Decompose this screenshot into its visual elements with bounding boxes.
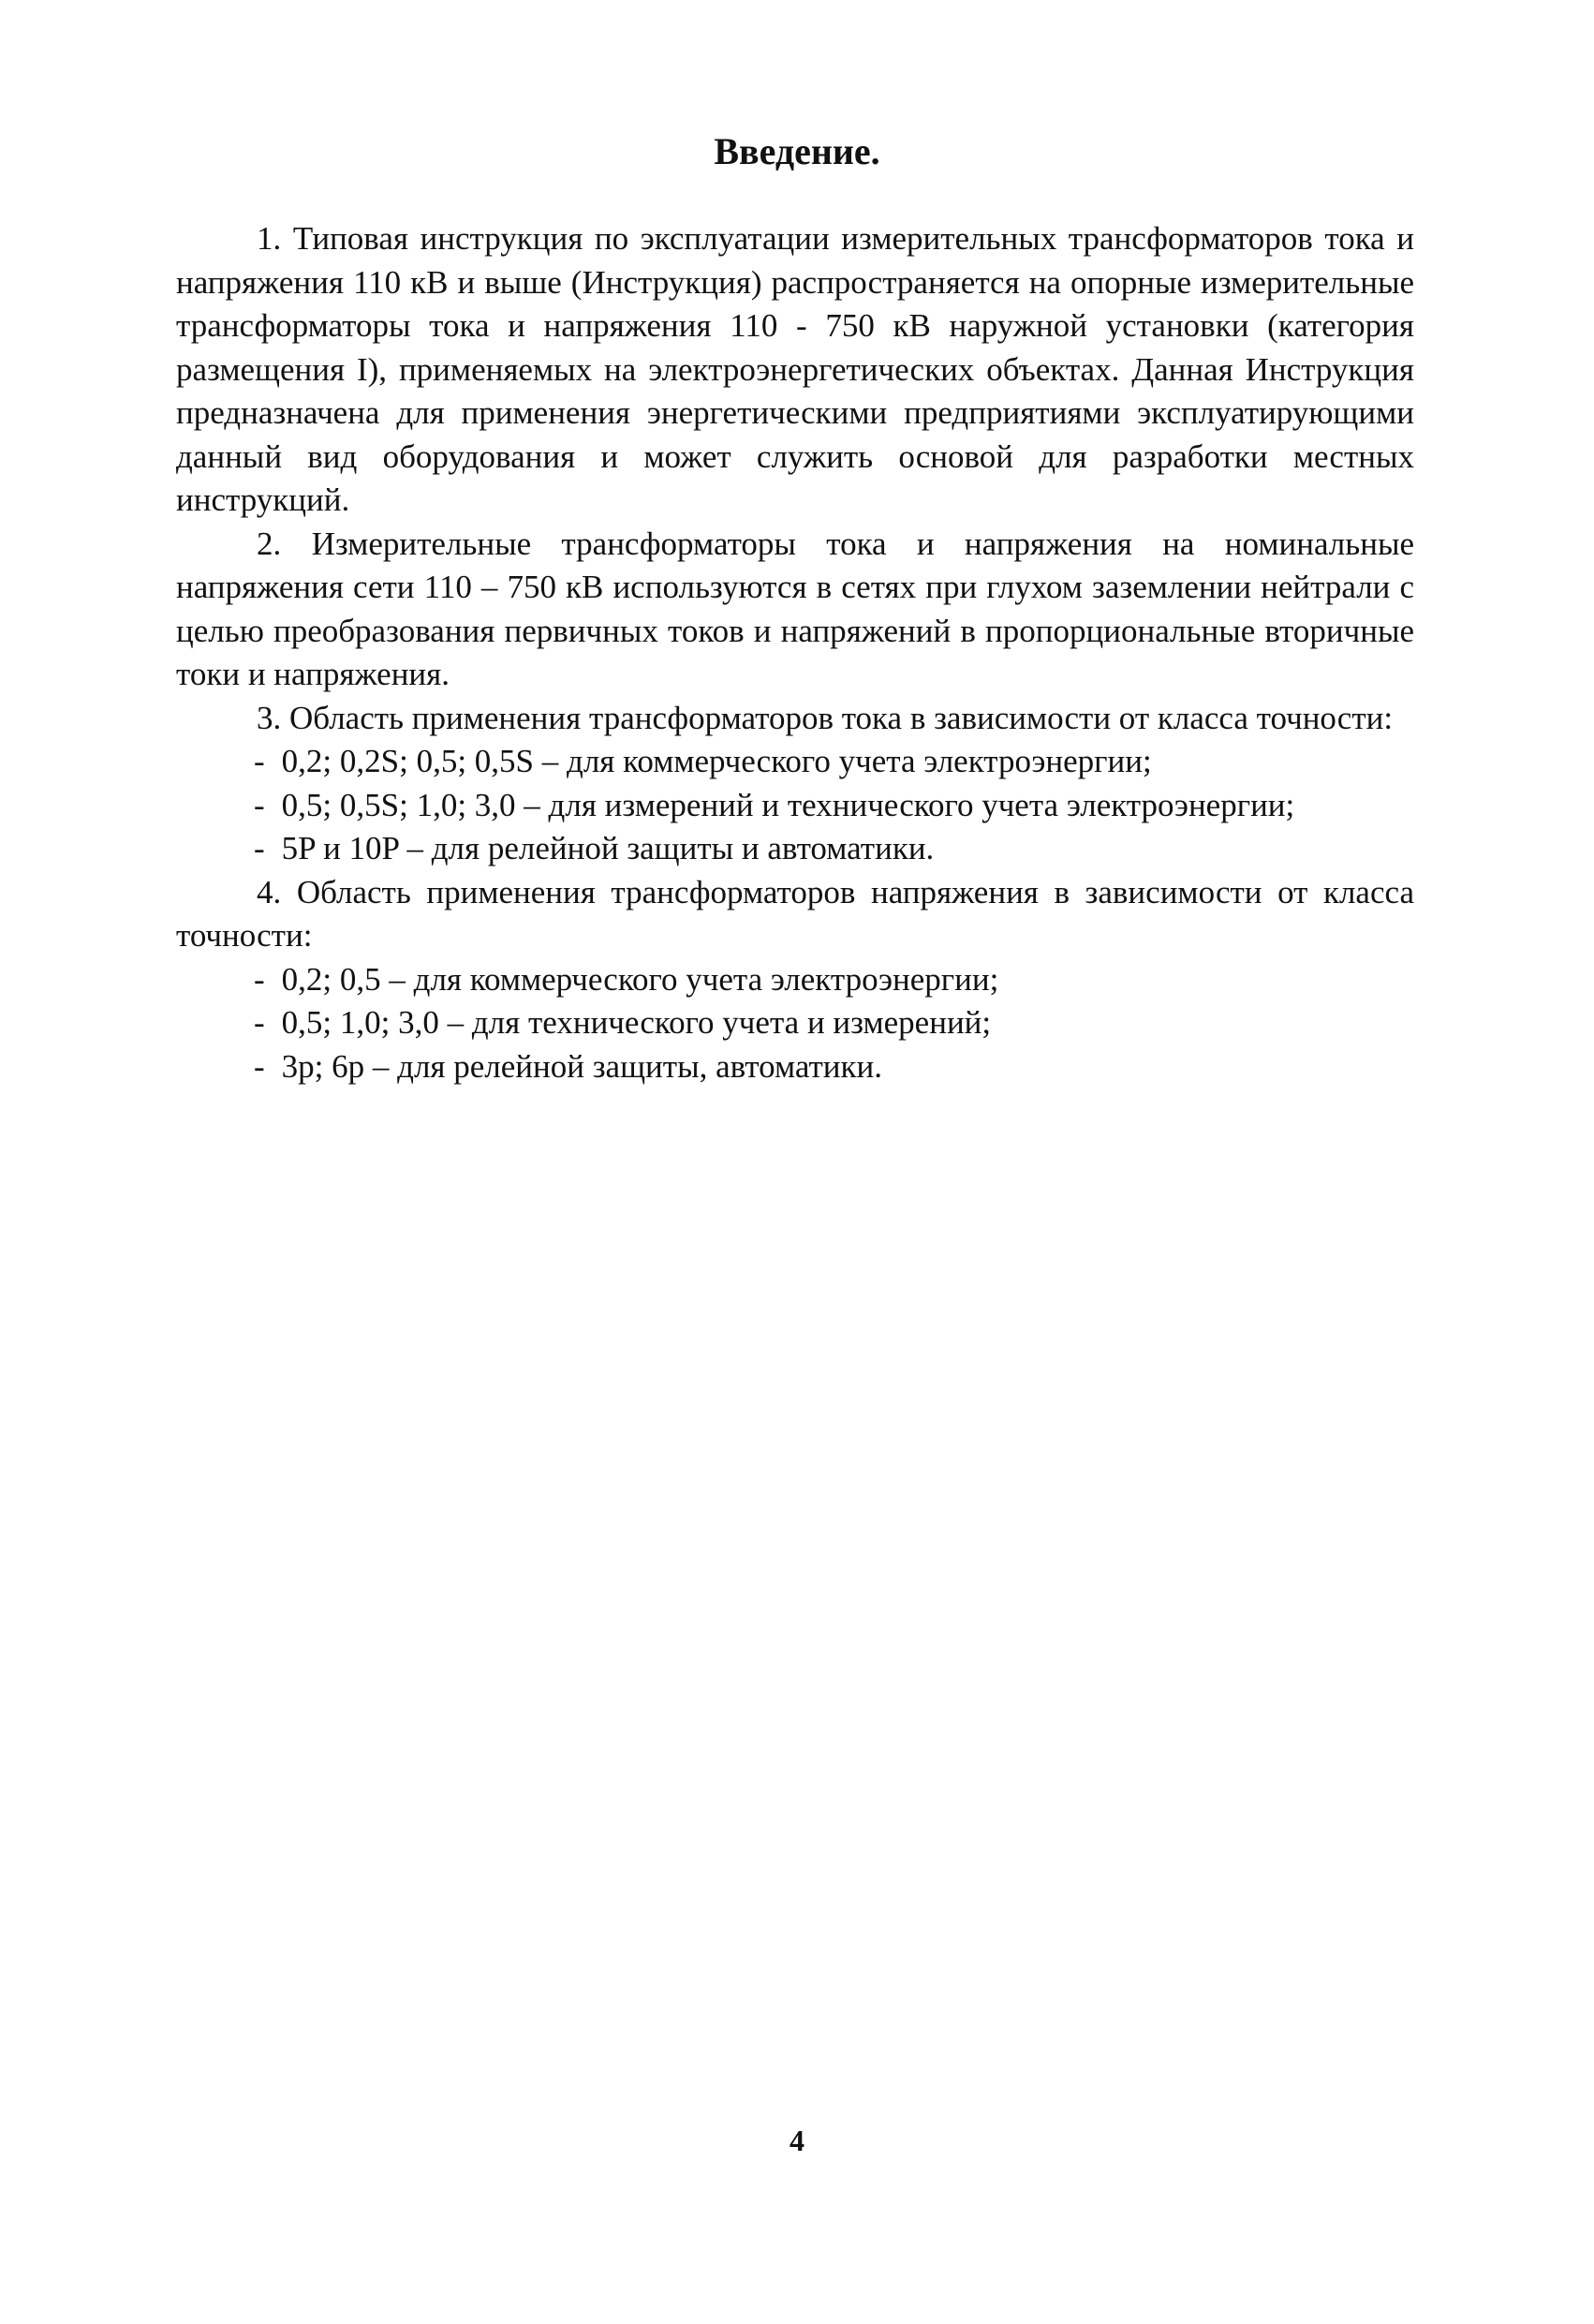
list-item-text: 0,5; 0,5S; 1,0; 3,0 – для измерений и технического учета электроэнергии; [281, 786, 1295, 823]
paragraph-text: Область применения трансформаторов тока в зависимости от класса точности: [289, 699, 1394, 736]
paragraph-3 [176, 697, 1414, 741]
list-item-text: 0,2; 0,2S; 0,5; 0,5S – для коммерческого учета электроэнергии; [281, 743, 1152, 779]
paragraph-number: 3. [257, 699, 282, 736]
paragraph-1 [176, 217, 1414, 523]
list-item-text: 3р; 6р – для релейной защиты, автоматики. [281, 1047, 882, 1085]
dash-marker: - [254, 786, 265, 823]
document-body [176, 217, 1414, 1088]
dash-marker: - [254, 830, 265, 866]
paragraph-4 [176, 871, 1414, 958]
paragraph-text: Область применения трансформаторов напряжения в зависимости от класса точности: [176, 873, 1414, 954]
paragraph-number: 1. [257, 220, 282, 257]
dash-marker: - [254, 960, 265, 998]
list-item-text: 5P и 10P – для релейной защиты и автоматики. [281, 830, 935, 866]
page-title: Введение. [714, 130, 880, 172]
list-item [176, 1045, 1414, 1089]
list-item [176, 1001, 1414, 1045]
list-item [176, 958, 1414, 1002]
paragraph-2 [176, 523, 1414, 697]
list-item-text: 0,5; 1,0; 3,0 – для технического учета и измерений; [281, 1004, 992, 1041]
list-item [176, 827, 1414, 871]
dash-marker: - [254, 743, 265, 779]
paragraph-text: Измерительные трансформаторы тока и напряжения на номинальные напряжения сети 110 – 750 кВ используются в сетях при глухом заземлении нейтрали с целью преобразования первичных токов и напряжений в пропорциональные вторичные токи и напряжения. [176, 525, 1414, 692]
page-number: 4 [790, 2124, 804, 2157]
list-item [176, 740, 1414, 784]
list-item-text: 0,2; 0,5 – для коммерческого учета электроэнергии; [281, 960, 999, 998]
dash-marker: - [254, 1004, 265, 1041]
list-item [176, 784, 1414, 828]
paragraph-number: 2. [257, 525, 282, 562]
paragraph-text: Типовая инструкция по эксплуатации измерительных трансформаторов тока и напряжения 110 кВ и выше (Инструкция) распространяется на опорные измерительные трансформаторы тока и напряжения 110 - 750 кВ наружной установки (категория размещения I), применяемых на электроэнергетических объектах. Данная Инструкция предназначена для применения энергетическими предприятиями эксплуатирующими данный вид оборудования и может служить основой для разработки местных инструкций. [176, 220, 1414, 518]
dash-marker: - [254, 1047, 265, 1085]
paragraph-number: 4. [257, 873, 282, 910]
